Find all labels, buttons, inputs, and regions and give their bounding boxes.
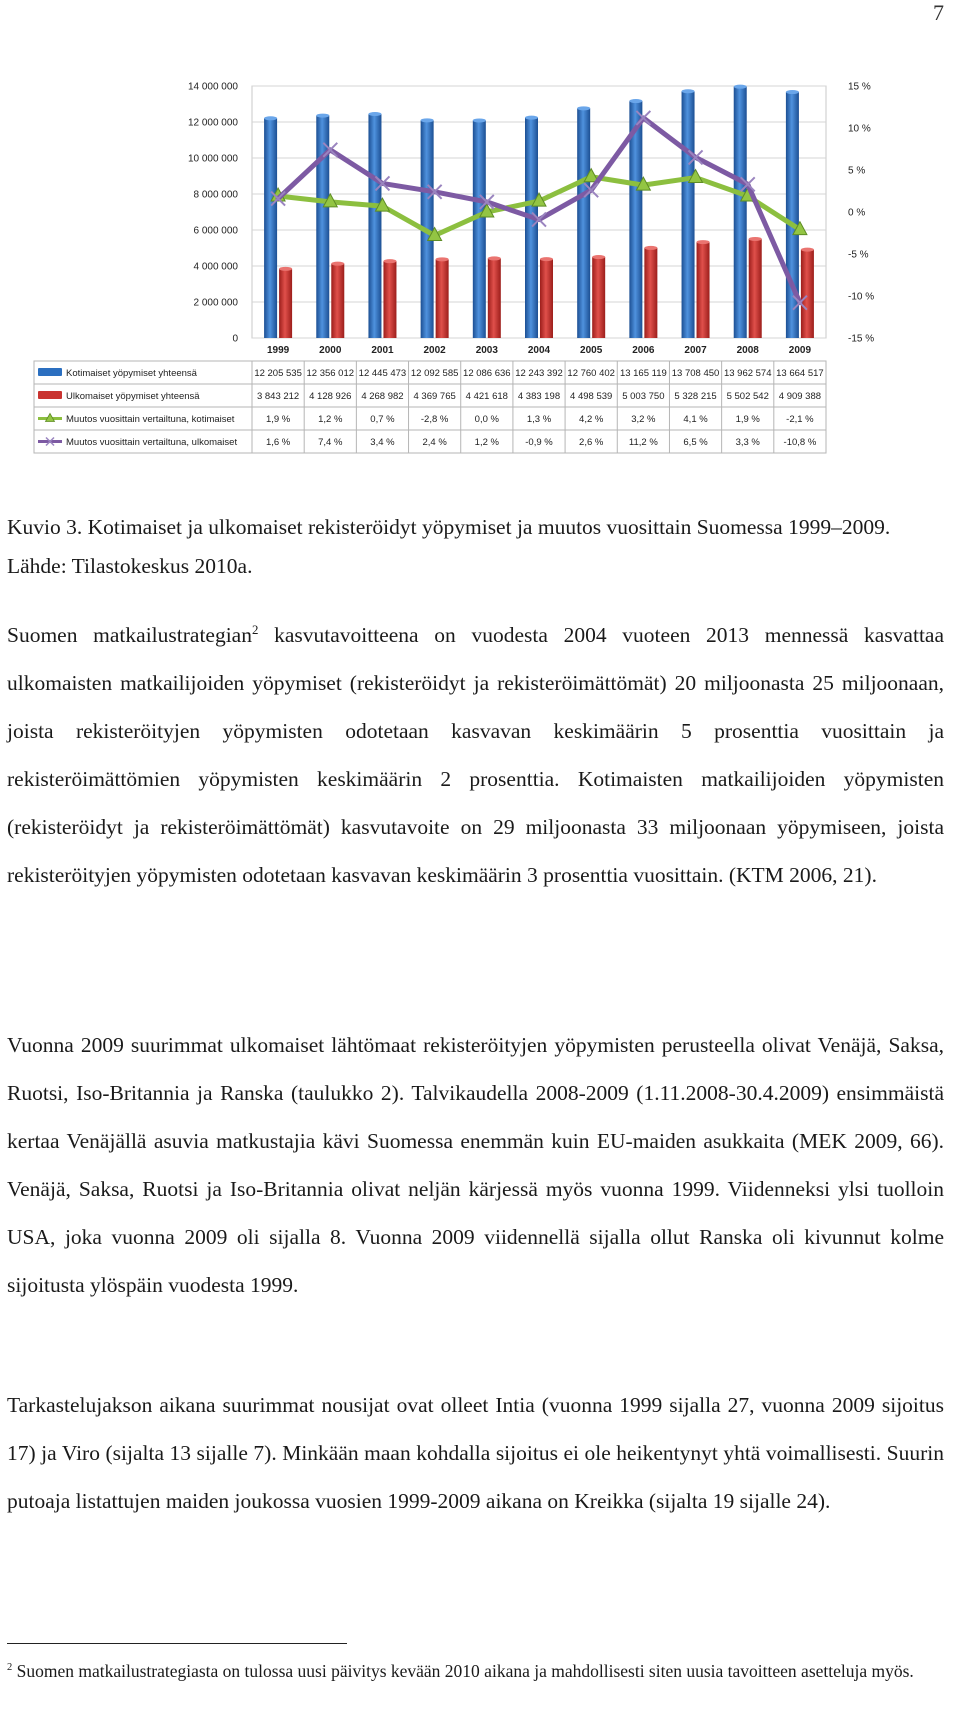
bar-foreign <box>801 250 814 338</box>
legend-entry: Ulkomaiset yöpymiset yhteensä <box>66 391 200 402</box>
category-label: 2003 <box>475 345 498 356</box>
bar-cap <box>488 256 501 260</box>
bar-cap <box>368 112 381 116</box>
bar-foreign <box>383 261 396 338</box>
data-table-value: 5 502 542 <box>726 391 769 402</box>
data-table-value: 3,2 % <box>631 414 656 425</box>
footnote <box>7 1658 942 1684</box>
category-label: 2000 <box>319 345 342 356</box>
bar-cap <box>682 89 695 93</box>
legend-entry: Muutos vuosittain vertailtuna, kotimaiset <box>66 414 235 425</box>
right-axis-tick-label: -15 % <box>848 333 875 345</box>
bar-domestic <box>368 114 381 338</box>
bar-foreign <box>279 269 292 338</box>
bar-foreign <box>540 259 553 338</box>
bar-domestic <box>473 120 486 338</box>
data-table-value: 4 128 926 <box>309 391 352 402</box>
data-table-value: 0,7 % <box>370 414 395 425</box>
page-number: 7 <box>933 0 944 25</box>
bar-cap <box>786 90 799 94</box>
bar-cap <box>331 262 344 266</box>
left-axis-tick-label: 14 000 000 <box>187 81 238 93</box>
paragraph-rankings: Tarkastelujakson aikana suurimmat nousijat ovat olleet Intia (vuonna 1999 sijalla 27, vuonna 2009 sijoitus 17) ja Viro (sijalta 13 sijalle 7). Minkään maan kohdalla sijoitus ei ole heikentynyt yhtä voimallisesti. Suurin putoaja listattujen maiden joukossa vuosien 1999-2009 aikana on Kreikka (sijalta 19 sijalle 24). <box>7 1393 944 1513</box>
data-table-value: 12 205 535 <box>254 368 302 379</box>
data-table-value: 2,6 % <box>579 437 604 448</box>
data-table-value: 1,9 % <box>265 414 291 425</box>
bar-cap <box>383 259 396 263</box>
footnote-mark: 2 <box>7 1662 13 1674</box>
bar-cap <box>592 255 605 259</box>
data-table-value: 2,4 % <box>422 437 447 448</box>
bar-foreign <box>436 259 449 338</box>
data-table-value: 1,2 % <box>474 437 499 448</box>
bar-foreign <box>749 239 762 338</box>
bar-cap <box>644 246 657 250</box>
right-axis-tick-label: 5 % <box>848 165 866 177</box>
paragraph-text: kasvutavoitteena on vuodesta 2004 vuoteen 2013 mennessä kasvattaa ulkomaisten matkailijoiden yöpymiset (rekisteröidyt ja rekisteröimättömät) 20 miljoonasta 25 miljoonaan, joista rekisteröityjen yöpymisten odotetaan kasvavan keskimäärin 5 prosenttia vuosittain ja rekisteröimättömien yöpymisten keskimäärin 2 prosenttia. Kotimaisten matkailijoiden yöpymisten (rekisteröidyt ja rekisteröimättömät) kasvutavoite on 29 miljoonasta 33 miljoonaan yöpymiseen, joista rekisteröityjen yöpymisten odotetaan kasvavan keskimäärin 3 prosenttia vuosittain. (KTM 2006, 21). <box>7 623 945 887</box>
left-axis-tick-label: 12 000 000 <box>187 117 238 129</box>
data-table-value: 4 909 388 <box>778 391 822 402</box>
data-table-value: 4 498 539 <box>570 391 613 402</box>
data-table-value: 7,4 % <box>318 437 343 448</box>
category-label: 2006 <box>632 345 655 356</box>
data-table-value: 5 328 215 <box>674 391 717 402</box>
legend-key-bar <box>38 391 62 399</box>
bar-cap <box>264 116 277 120</box>
right-axis-tick-label: 15 % <box>848 81 871 93</box>
data-table-value: 1,9 % <box>735 414 760 425</box>
data-table-value: 4,2 % <box>579 414 604 425</box>
bar-cap <box>801 248 814 252</box>
bar-domestic <box>682 91 695 338</box>
data-table-value: 1,6 % <box>265 437 291 448</box>
data-table-value: 12 356 012 <box>306 368 355 379</box>
data-table-value: 1,3 % <box>526 414 552 425</box>
right-axis-tick-label: -10 % <box>848 291 875 303</box>
data-table-value: 4 268 982 <box>361 391 404 402</box>
data-table-value: 3 843 212 <box>256 391 300 402</box>
data-table-value: 0,0 % <box>474 414 499 425</box>
data-table-value: -10,8 % <box>783 437 817 448</box>
bar-domestic <box>577 108 590 338</box>
bar-domestic <box>525 118 538 338</box>
data-table-value: 4 369 765 <box>413 391 456 402</box>
data-table-value: 1,2 % <box>318 414 343 425</box>
data-table-value: 5 003 750 <box>622 391 665 402</box>
left-axis-tick-label: 0 <box>232 333 238 345</box>
data-table-value: 4 421 618 <box>465 391 508 402</box>
category-label: 2004 <box>527 345 551 356</box>
left-axis-tick-label: 4 000 000 <box>193 261 238 273</box>
bar-foreign <box>331 264 344 338</box>
data-table-value: -0,9 % <box>525 437 553 448</box>
bar-foreign <box>592 257 605 338</box>
paragraph-source-countries: Vuonna 2009 suurimmat ulkomaiset lähtömaat rekisteröityjen yöpymisten perusteella olivat Venäjä, Saksa, Ruotsi, Iso-Britannia ja Ranska (taulukko 2). Talvikaudella 2008-2009 (1.11.2008-30.4.2009) ensimmäistä kertaa Venäjällä asuvia matkustajia kävi Suomessa enemmän kuin EU-maiden asukkaita (MEK 2009, 66). Venäjä, Saksa, Ruotsi ja Iso-Britannia olivat neljän kärjessä myös vuonna 1999. Viidenneksi ylsi tuolloin USA, joka vuonna 2009 oli sijalla 8. Vuonna 2009 viidennellä sijalla ollut Ranska oli kivunnut kolme sijoitusta ylöspäin vuodesta 1999. <box>7 1033 944 1297</box>
bar-cap <box>316 114 329 118</box>
data-table-value: 12 243 392 <box>515 368 563 379</box>
category-label: 2001 <box>371 345 394 356</box>
data-table-value: 6,5 % <box>683 437 708 448</box>
paragraph-strategy <box>7 611 944 899</box>
bar-cap <box>697 240 710 244</box>
data-table-value: 3,3 % <box>735 437 760 448</box>
bar-domestic <box>734 87 747 338</box>
data-table-value: 4 383 198 <box>517 391 561 402</box>
bar-cap <box>525 116 538 120</box>
figure-caption: Kuvio 3. Kotimaiset ja ulkomaiset rekisteröidyt yöpymiset ja muutos vuosittain Suomessa 1999–2009. Lähde: Tilastokeskus 2010a. <box>7 515 891 578</box>
bar-domestic <box>316 116 329 338</box>
category-label: 2002 <box>423 345 446 356</box>
data-table-value: 12 445 473 <box>358 368 407 379</box>
left-axis-tick-label: 8 000 000 <box>193 189 238 201</box>
bar-foreign <box>644 248 657 338</box>
data-table-value: -2,1 % <box>786 414 814 425</box>
category-label: 2008 <box>736 345 759 356</box>
bar-cap <box>436 257 449 261</box>
tourism-overnight-stays-chart <box>30 78 930 508</box>
bar-cap <box>279 267 292 271</box>
bar-foreign <box>488 258 501 338</box>
footnote-reference: 2 <box>251 622 259 637</box>
bar-cap <box>473 118 486 122</box>
footnote-text: Suomen matkailustrategiasta on tulossa uusi päivitys kevään 2010 aikana ja mahdollisesti siten uusia tavoitteen asetteluja myös. <box>12 1661 914 1681</box>
data-table-value: 13 664 517 <box>776 368 824 379</box>
legend-entry: Kotimaiset yöpymiset yhteensä <box>66 368 197 379</box>
bar-cap <box>421 118 434 122</box>
data-table-value: 4,1 % <box>683 414 708 425</box>
right-axis-tick-label: -5 % <box>848 249 869 261</box>
data-table-value: 11,2 % <box>628 437 658 448</box>
category-label: 2009 <box>788 345 812 356</box>
bar-domestic <box>264 118 277 338</box>
right-axis-tick-label: 10 % <box>848 123 871 135</box>
bar-cap <box>629 99 642 103</box>
legend-entry: Muutos vuosittain vertailtuna, ulkomaiset <box>66 437 238 448</box>
category-label: 2005 <box>580 345 603 356</box>
data-table-value: 13 165 119 <box>619 368 667 379</box>
data-table-value: 13 708 450 <box>671 368 720 379</box>
bar-foreign <box>697 242 710 338</box>
footnote-divider <box>7 1643 347 1644</box>
data-table-value: -2,8 % <box>420 414 449 425</box>
legend-key-bar <box>38 368 62 376</box>
bar-cap <box>734 85 747 89</box>
left-axis-tick-label: 6 000 000 <box>193 225 238 237</box>
data-table-value: 12 760 402 <box>567 368 615 379</box>
right-axis-tick-label: 0 % <box>848 207 866 219</box>
data-table-value: 3,4 % <box>370 437 395 448</box>
left-axis-tick-label: 2 000 000 <box>193 297 238 309</box>
bar-cap <box>577 106 590 110</box>
data-table-value: 13 962 574 <box>723 368 772 379</box>
data-table-value: 12 092 585 <box>410 368 459 379</box>
category-label: 1999 <box>266 345 290 356</box>
paragraph-text: Suomen matkailustrategian <box>7 623 252 647</box>
bar-cap <box>540 257 553 261</box>
data-table-value: 12 086 636 <box>463 368 511 379</box>
category-label: 2007 <box>684 345 707 356</box>
bar-cap <box>749 237 762 241</box>
left-axis-tick-label: 10 000 000 <box>187 153 238 165</box>
